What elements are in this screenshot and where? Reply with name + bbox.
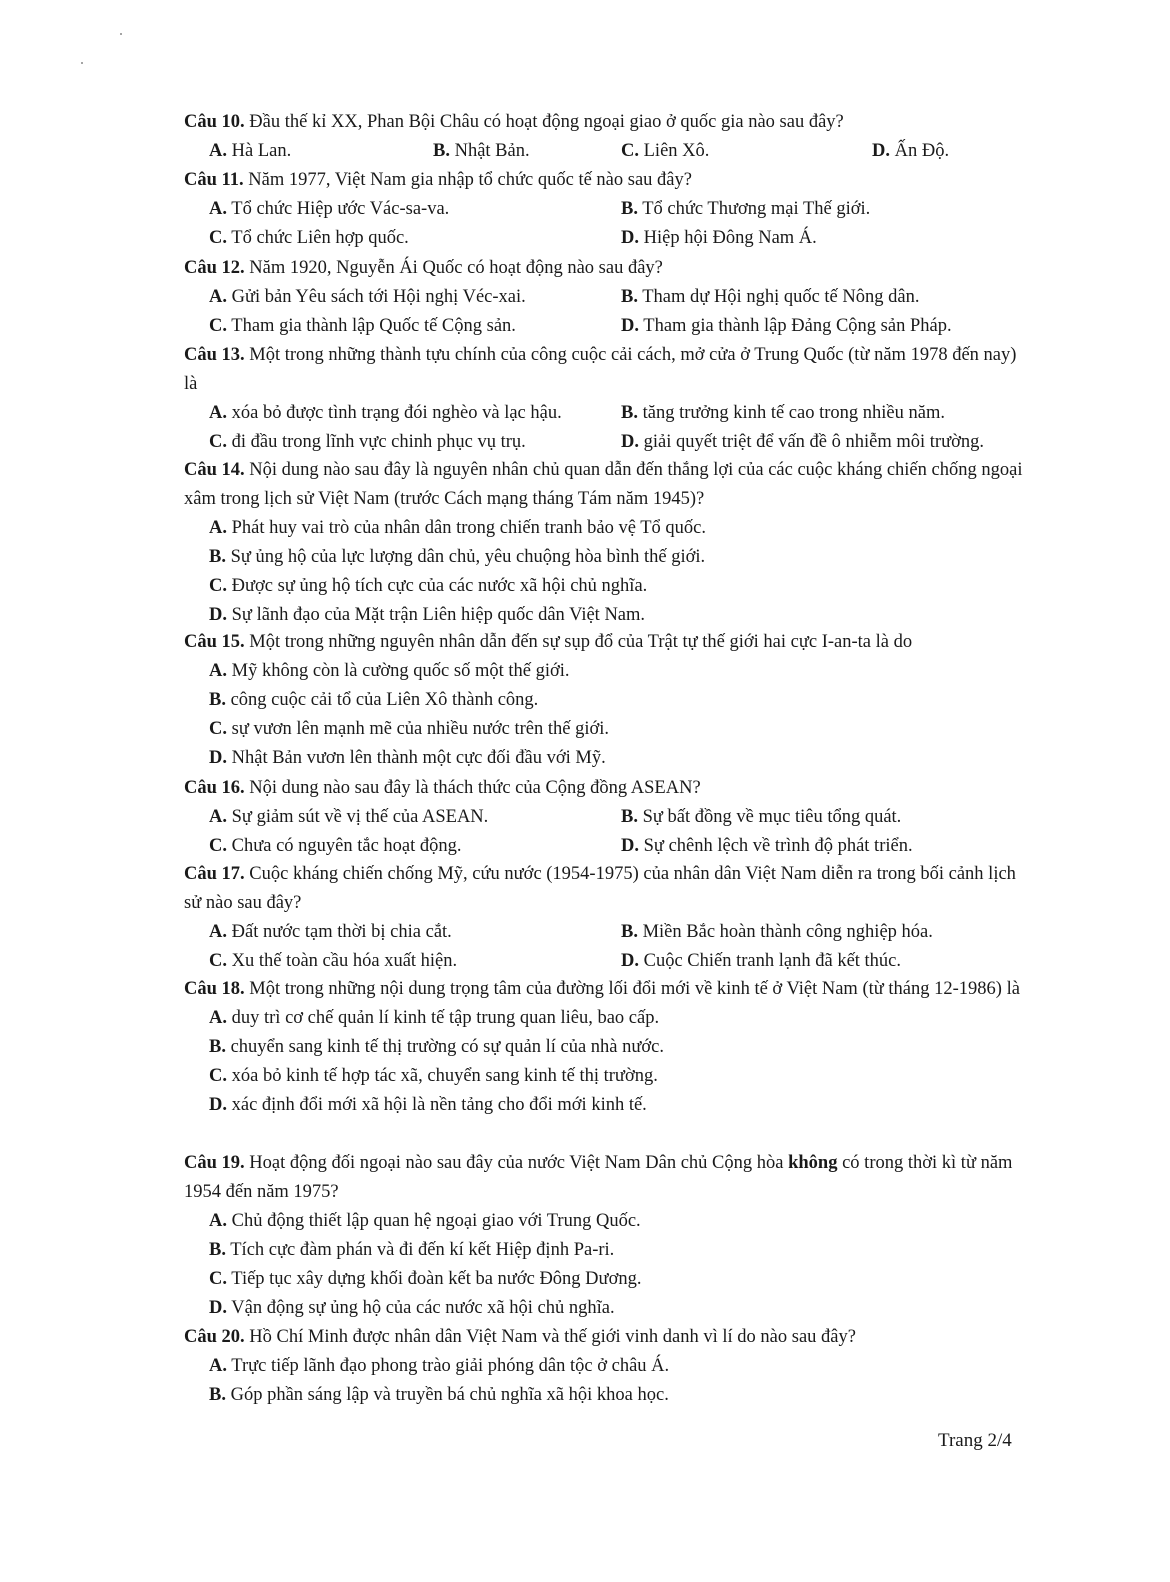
- option-a: A. duy trì cơ chế quản lí kinh tế tập trung quan liêu, bao cấp.: [209, 1008, 660, 1028]
- option-b: B. Tham dự Hội nghị quốc tế Nông dân.: [621, 287, 920, 307]
- question-stem: Câu 16. Nội dung nào sau đây là thách thức của Cộng đồng ASEAN?: [184, 778, 701, 798]
- emphasis-negation: không: [788, 1153, 838, 1173]
- question-stem: Câu 17. Cuộc kháng chiến chống Mỹ, cứu nước (1954-1975) của nhân dân Việt Nam diễn ra trong bối cảnh lịch sử nào sau đây?: [184, 864, 1016, 913]
- option-d: D. Cuộc Chiến tranh lạnh đã kết thúc.: [621, 951, 902, 971]
- option-a: A. xóa bỏ được tình trạng đói nghèo và lạc hậu.: [209, 403, 562, 423]
- option-a: A. Tổ chức Hiệp ước Vác-sa-va.: [209, 199, 450, 219]
- option-a: A. Mỹ không còn là cường quốc số một thế giới.: [209, 661, 570, 681]
- question-18: [184, 975, 1029, 1120]
- option-d: D. xác định đổi mới xã hội là nền tảng cho đổi mới kinh tế.: [209, 1095, 647, 1115]
- question-15: [184, 628, 1029, 773]
- question-19: [184, 1149, 1029, 1323]
- option-c: C. Xu thế toàn cầu hóa xuất hiện.: [209, 951, 458, 971]
- option-a: A. Chủ động thiết lập quan hệ ngoại giao với Trung Quốc.: [209, 1211, 641, 1231]
- option-c: C. Được sự ủng hộ tích cực của các nước xã hội chủ nghĩa.: [209, 576, 648, 596]
- option-b: B. Tổ chức Thương mại Thế giới.: [621, 199, 871, 219]
- question-stem: Câu 15. Một trong những nguyên nhân dẫn đến sự sụp đổ của Trật tự thế giới hai cực I-an-ta là do: [184, 632, 913, 652]
- question-stem: Câu 18. Một trong những nội dung trọng tâm của đường lối đổi mới về kinh tế ở Việt Nam (từ tháng 12-1986) là: [184, 979, 1020, 999]
- question-stem: Câu 19. Hoạt động đối ngoại nào sau đây của nước Việt Nam Dân chủ Cộng hòa không có trong thời kì từ năm 1954 đến năm 1975?: [184, 1153, 1013, 1202]
- option-c: C. sự vươn lên mạnh mẽ của nhiều nước trên thế giới.: [209, 719, 610, 739]
- option-d: D. Tham gia thành lập Đảng Cộng sản Pháp.: [621, 316, 952, 336]
- question-16: [184, 774, 1029, 861]
- option-a: A. Gửi bản Yêu sách tới Hội nghị Véc-xai.: [209, 287, 526, 307]
- option-b: B. Góp phần sáng lập và truyền bá chủ nghĩa xã hội khoa học.: [209, 1385, 669, 1405]
- option-a: A. Đất nước tạm thời bị chia cắt.: [209, 922, 452, 942]
- option-b: B. Miền Bắc hoàn thành công nghiệp hóa.: [621, 922, 933, 942]
- option-d: D. Hiệp hội Đông Nam Á.: [621, 228, 817, 248]
- question-12: [184, 254, 1029, 341]
- option-c: C. Tổ chức Liên hợp quốc.: [209, 228, 409, 248]
- page-number: Trang 2/4: [938, 1430, 1012, 1451]
- question-stem: Câu 20. Hồ Chí Minh được nhân dân Việt Nam và thế giới vinh danh vì lí do nào sau đây?: [184, 1327, 856, 1347]
- option-d: D. Sự lãnh đạo của Mặt trận Liên hiệp quốc dân Việt Nam.: [209, 605, 646, 625]
- option-a: A. Hà Lan.: [209, 141, 292, 161]
- option-c: C. Chưa có nguyên tắc hoạt động.: [209, 836, 462, 856]
- option-a: A. Phát huy vai trò của nhân dân trong chiến tranh bảo vệ Tổ quốc.: [209, 518, 706, 538]
- option-b: B. công cuộc cải tổ của Liên Xô thành công.: [209, 690, 539, 710]
- question-11: [184, 166, 1029, 253]
- option-b: B. Sự ủng hộ của lực lượng dân chủ, yêu chuộng hòa bình thế giới.: [209, 547, 706, 567]
- option-c: C. Liên Xô.: [621, 141, 710, 161]
- question-10: [184, 108, 1029, 166]
- option-c: C. xóa bỏ kinh tế hợp tác xã, chuyển sang kinh tế thị trường.: [209, 1066, 658, 1086]
- question-13: [184, 341, 1029, 457]
- option-c: C. Tiếp tục xây dựng khối đoàn kết ba nước Đông Dương.: [209, 1269, 642, 1289]
- question-20: [184, 1323, 1029, 1410]
- option-b: B. Nhật Bản.: [433, 141, 530, 161]
- question-stem: Câu 14. Nội dung nào sau đây là nguyên nhân chủ quan dẫn đến thắng lợi của các cuộc kháng chiến chống ngoại xâm trong lịch sử Việt Nam (trước Cách mạng tháng Tám năm 1945)?: [184, 460, 1023, 509]
- option-c: C. Tham gia thành lập Quốc tế Cộng sản.: [209, 316, 516, 336]
- scan-speck: [81, 62, 83, 64]
- question-stem: Câu 13. Một trong những thành tựu chính của công cuộc cải cách, mở cửa ở Trung Quốc (từ năm 1978 đến nay) là: [184, 345, 1017, 394]
- option-a: A. Trực tiếp lãnh đạo phong trào giải phóng dân tộc ở châu Á.: [209, 1356, 670, 1376]
- option-c: C. đi đầu trong lĩnh vực chinh phục vụ trụ.: [209, 432, 526, 452]
- question-stem: Câu 10. Đầu thế kỉ XX, Phan Bội Châu có hoạt động ngoại giao ở quốc gia nào sau đây?: [184, 112, 844, 132]
- question-stem: Câu 12. Năm 1920, Nguyễn Ái Quốc có hoạt động nào sau đây?: [184, 258, 663, 278]
- scan-speck: [120, 33, 122, 35]
- option-b: B. Sự bất đồng về mục tiêu tổng quát.: [621, 807, 902, 827]
- option-b: B. tăng trưởng kinh tế cao trong nhiều năm.: [621, 403, 945, 423]
- question-17: [184, 860, 1029, 976]
- option-b: B. chuyển sang kinh tế thị trường có sự quản lí của nhà nước.: [209, 1037, 665, 1057]
- option-d: D. Vận động sự ủng hộ của các nước xã hội chủ nghĩa.: [209, 1298, 615, 1318]
- question-stem: Câu 11. Năm 1977, Việt Nam gia nhập tổ chức quốc tế nào sau đây?: [184, 170, 692, 190]
- question-14: [184, 456, 1029, 630]
- option-a: A. Sự giảm sút về vị thế của ASEAN.: [209, 807, 489, 827]
- option-d: D. giải quyết triệt để vấn đề ô nhiễm môi trường.: [621, 432, 985, 452]
- option-d: D. Ấn Độ.: [872, 141, 950, 161]
- option-d: D. Sự chênh lệch về trình độ phát triển.: [621, 836, 913, 856]
- option-b: B. Tích cực đàm phán và đi đến kí kết Hiệp định Pa-ri.: [209, 1240, 615, 1260]
- option-d: D. Nhật Bản vươn lên thành một cực đối đầu với Mỹ.: [209, 748, 606, 768]
